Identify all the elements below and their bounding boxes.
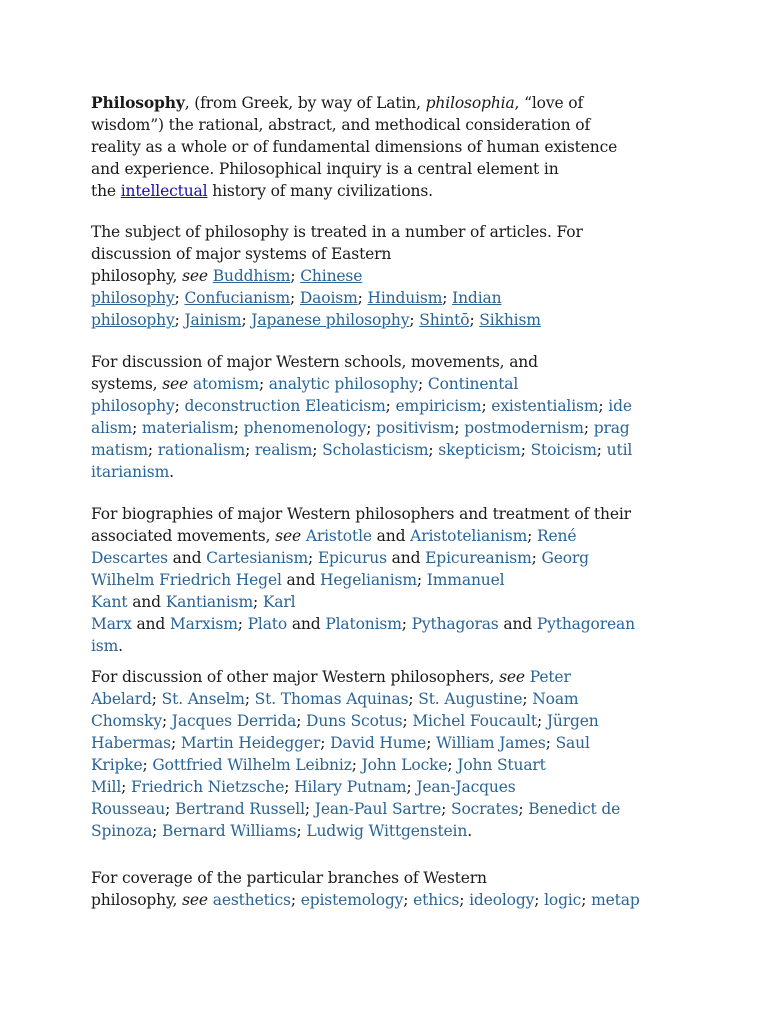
text-line (91, 461, 632, 483)
body-text: , “love of (514, 94, 584, 112)
text-line (91, 776, 620, 798)
body-text: ; (132, 419, 142, 437)
body-text: ; (253, 593, 263, 611)
body-text: ; (290, 891, 301, 909)
link-aristotelianism[interactable]: Aristotelianism (410, 527, 528, 545)
body-text: ; (531, 549, 542, 567)
link-kantianism[interactable]: Kantianism (165, 593, 254, 611)
link-indian[interactable]: Indian (452, 289, 502, 307)
italic-text: see (275, 527, 302, 545)
italic-text: see (182, 267, 208, 285)
link-materialism[interactable]: materialism (141, 419, 234, 437)
link-peter[interactable]: Peter (529, 668, 571, 686)
body-text: ; (312, 441, 323, 459)
text-line (91, 547, 635, 569)
body-text: ; (469, 311, 480, 329)
body-text: ; (151, 690, 162, 708)
body-text: and (371, 527, 411, 545)
body-text: ; (174, 311, 185, 329)
body-text: ; (527, 527, 537, 545)
link-duns-scotus[interactable]: Duns Scotus (306, 712, 403, 730)
text-line (91, 92, 617, 114)
link-abelard[interactable]: Abelard (91, 690, 152, 708)
body-text: ; (174, 289, 185, 307)
link-ren[interactable]: René (537, 527, 577, 545)
body-text: ; (522, 690, 533, 708)
text-line (91, 635, 635, 657)
link-empiricism[interactable]: empiricism (395, 397, 482, 415)
bold-term: Philosophy (91, 93, 185, 112)
body-text: ; (442, 289, 453, 307)
link-friedrich-nietzsche[interactable]: Friedrich Nietzsche (131, 778, 285, 796)
link-michel-foucault[interactable]: Michel Foucault (412, 712, 537, 730)
body-text: ; (536, 712, 547, 730)
link-descartes[interactable]: Descartes (91, 549, 168, 567)
body-text: ; (174, 397, 185, 415)
italic-text: see (499, 668, 525, 686)
body-text: ; (304, 800, 315, 818)
link-chinese[interactable]: Chinese (300, 267, 363, 285)
text-line (91, 439, 632, 461)
link-john-stuart[interactable]: John Stuart (457, 756, 546, 774)
body-text: ; (152, 822, 163, 840)
link-georg[interactable]: Georg (541, 549, 589, 567)
body-text: . (467, 822, 472, 840)
body-text: and (131, 615, 170, 633)
body-text: ; (447, 756, 458, 774)
paragraph-western-biographies (91, 503, 635, 657)
body-text: , (from Greek, by way of Latin, (184, 94, 426, 112)
body-text: history of many civilizations. (207, 182, 433, 200)
body-text: The subject of philosophy is treated in a number of articles. For (91, 223, 583, 241)
link-epicurus[interactable]: Epicurus (317, 549, 387, 567)
link-epistemology[interactable]: epistemology (300, 891, 404, 909)
link-metap[interactable]: metap (591, 891, 640, 909)
paragraph-branches (91, 867, 640, 911)
link-pythagoras[interactable]: Pythagoras (411, 615, 499, 633)
body-text: ; (598, 397, 609, 415)
body-text: and (386, 549, 426, 567)
link-kant[interactable]: Kant (91, 593, 128, 611)
body-text: ; (161, 712, 172, 730)
body-text: For discussion of other major Western philosophers, (91, 668, 500, 686)
body-text: associated movements, (91, 527, 276, 545)
link-shint[interactable]: Shintō (419, 311, 470, 329)
body-text: and (167, 549, 207, 567)
text-line (91, 417, 632, 439)
body-text: ; (170, 734, 181, 752)
text-line (91, 114, 617, 136)
text-line (91, 798, 620, 820)
link-mill[interactable]: Mill (91, 778, 122, 796)
text-line (91, 158, 617, 180)
link-hegelianism[interactable]: Hegelianism (320, 571, 417, 589)
link-ethics[interactable]: ethics (413, 891, 460, 909)
link-deconstruction-eleaticism[interactable]: deconstruction Eleaticism (184, 397, 386, 415)
body-text: ; (351, 756, 362, 774)
body-text: ; (441, 800, 451, 818)
body-text: ; (581, 891, 592, 909)
body-text: ; (454, 419, 465, 437)
italic-text: see (162, 375, 189, 393)
link-saul[interactable]: Saul (555, 734, 590, 752)
body-text: and experience. Philosophical inquiry is a central element in (91, 160, 559, 178)
link-hinduism[interactable]: Hinduism (367, 289, 443, 307)
body-text: reality as a whole or of fundamental dimensions of human existence (91, 138, 618, 156)
link-st-anselm[interactable]: St. Anselm (161, 690, 245, 708)
body-text: ; (406, 778, 417, 796)
link-analytic-philosophy[interactable]: analytic philosophy (268, 375, 419, 393)
link-bernard-williams[interactable]: Bernard Williams (162, 822, 297, 840)
body-text: ; (147, 441, 158, 459)
paragraph-eastern-systems (91, 221, 583, 331)
link-phenomenology[interactable]: phenomenology (243, 419, 367, 437)
body-text: ; (284, 778, 295, 796)
body-text: ; (402, 712, 413, 730)
italic-text: philosophia (425, 94, 515, 112)
text-line (91, 613, 635, 635)
body-text: ; (418, 375, 428, 393)
text-line (91, 867, 640, 889)
body-text: ; (233, 419, 244, 437)
link-cartesianism[interactable]: Cartesianism (206, 549, 309, 567)
link-jainism[interactable]: Jainism (184, 311, 242, 329)
link-st-augustine[interactable]: St. Augustine (418, 690, 523, 708)
body-text: ; (165, 800, 175, 818)
link-continental[interactable]: Continental (427, 375, 519, 393)
body-text: . (169, 463, 174, 481)
text-line (91, 710, 620, 732)
link-marxism[interactable]: Marxism (169, 615, 238, 633)
link-marx[interactable]: Marx (91, 615, 132, 633)
link-platonism[interactable]: Platonism (325, 615, 402, 633)
link-postmodernism[interactable]: postmodernism (464, 419, 584, 437)
body-text: philosophy, (91, 891, 183, 909)
body-text: ; (459, 891, 470, 909)
text-line (91, 221, 583, 243)
body-text: systems, (91, 375, 163, 393)
text-line (91, 820, 620, 842)
text-line (91, 287, 583, 309)
body-text: ; (308, 549, 318, 567)
link-gottfried-wilhelm-leibniz[interactable]: Gottfried Wilhelm Leibniz (152, 756, 352, 774)
link-sikhism[interactable]: Sikhism (479, 311, 541, 329)
link-japanese-philosophy[interactable]: Japanese philosophy (251, 311, 410, 329)
link-skepticism[interactable]: skepticism (438, 441, 521, 459)
paragraph-intro (91, 92, 617, 202)
text-line (91, 180, 617, 202)
link-st-thomas-aquinas[interactable]: St. Thomas Aquinas (254, 690, 409, 708)
body-text: ; (290, 289, 300, 307)
link-philosophy[interactable]: philosophy (91, 397, 175, 415)
text-line (91, 732, 620, 754)
italic-text: see (182, 891, 208, 909)
link-ludwig-wittgenstein[interactable]: Ludwig Wittgenstein (306, 822, 468, 840)
body-text: wisdom”) the rational, abstract, and methodical consideration of (91, 116, 591, 134)
body-text: and (127, 593, 166, 611)
link-plato[interactable]: Plato (247, 615, 288, 633)
link-karl[interactable]: Karl (262, 593, 296, 611)
link-rationalism[interactable]: rationalism (157, 441, 246, 459)
link-ism[interactable]: ism (91, 637, 119, 655)
body-text: ; (296, 712, 307, 730)
body-text: ; (426, 734, 437, 752)
body-text: ; (241, 311, 252, 329)
text-line (91, 243, 583, 265)
text-line (91, 373, 632, 395)
link-kripke[interactable]: Kripke (91, 756, 143, 774)
link-benedict-de[interactable]: Benedict de (528, 800, 621, 818)
body-text: ; (428, 441, 439, 459)
body-text: ; (357, 289, 368, 307)
link-ideology[interactable]: ideology (469, 891, 535, 909)
link-john-locke[interactable]: John Locke (361, 756, 448, 774)
text-line (91, 503, 635, 525)
body-text: and (281, 571, 321, 589)
link-alism[interactable]: alism (91, 419, 133, 437)
text-line (91, 666, 620, 688)
link-jean-paul-sartre[interactable]: Jean-Paul Sartre (314, 800, 442, 818)
link-wilhelm-friedrich-hegel[interactable]: Wilhelm Friedrich Hegel (91, 571, 282, 589)
body-text: ; (385, 397, 396, 415)
body-text: the (91, 182, 121, 200)
body-text: ; (121, 778, 132, 796)
link-ide[interactable]: ide (608, 397, 632, 415)
link-philosophy[interactable]: philosophy (91, 289, 175, 307)
body-text: philosophy, (91, 267, 183, 285)
body-text: For discussion of major Western schools, movements, and (91, 353, 538, 371)
body-text: For biographies of major Western philosophers and treatment of their (91, 505, 631, 523)
body-text: ; (320, 734, 331, 752)
link-util[interactable]: util (606, 441, 633, 459)
link-j-rgen[interactable]: Jürgen (546, 712, 599, 730)
link-jacques-derrida[interactable]: Jacques Derrida (171, 712, 297, 730)
body-text: ; (518, 800, 529, 818)
body-text: ; (416, 571, 427, 589)
link-stoicism[interactable]: Stoicism (530, 441, 597, 459)
body-text: ; (142, 756, 153, 774)
link-epicureanism[interactable]: Epicureanism (425, 549, 532, 567)
body-text: ; (244, 690, 255, 708)
link-buddhism[interactable]: Buddhism (212, 267, 291, 285)
link-socrates[interactable]: Socrates (450, 800, 519, 818)
body-text: and (287, 615, 326, 633)
link-william-james[interactable]: William James (436, 734, 546, 752)
link-chomsky[interactable]: Chomsky (91, 712, 162, 730)
text-line (91, 889, 640, 911)
body-text: ; (296, 822, 307, 840)
link-confucianism[interactable]: Confucianism (184, 289, 291, 307)
body-text: ; (520, 441, 531, 459)
body-text: ; (401, 615, 412, 633)
text-line (91, 754, 620, 776)
text-line (91, 351, 632, 373)
link-aristotle[interactable]: Aristotle (305, 527, 372, 545)
body-text: ; (583, 419, 594, 437)
paragraph-other-philosophers (91, 666, 620, 842)
link-realism[interactable]: realism (254, 441, 313, 459)
body-text: ; (545, 734, 556, 752)
paragraph-western-schools (91, 351, 632, 483)
text-line (91, 591, 635, 613)
body-text: and (498, 615, 537, 633)
link-hilary-putnam[interactable]: Hilary Putnam (294, 778, 407, 796)
link-logic[interactable]: logic (544, 891, 582, 909)
link-matism[interactable]: matism (91, 441, 148, 459)
link-noam[interactable]: Noam (532, 690, 579, 708)
text-line (91, 395, 632, 417)
link-atomism[interactable]: atomism (192, 375, 259, 393)
body-text: ; (534, 891, 545, 909)
link-habermas[interactable]: Habermas (91, 734, 171, 752)
link-daoism[interactable]: Daoism (299, 289, 358, 307)
body-text: . (118, 637, 123, 655)
link-itarianism[interactable]: itarianism (91, 463, 170, 481)
body-text: ; (403, 891, 414, 909)
body-text: ; (596, 441, 607, 459)
body-text: ; (237, 615, 248, 633)
link-david-hume[interactable]: David Hume (330, 734, 427, 752)
link-existentialism[interactable]: existentialism (491, 397, 599, 415)
body-text: ; (245, 441, 255, 459)
link-intellectual[interactable]: intellectual (120, 182, 208, 200)
text-line (91, 136, 617, 158)
link-philosophy[interactable]: philosophy (91, 311, 175, 329)
text-line (91, 525, 635, 547)
body-text: ; (481, 397, 492, 415)
text-line (91, 265, 583, 287)
body-text: ; (408, 690, 419, 708)
link-martin-heidegger[interactable]: Martin Heidegger (180, 734, 321, 752)
link-pythagorean[interactable]: Pythagorean (536, 615, 635, 633)
link-immanuel[interactable]: Immanuel (426, 571, 505, 589)
link-aesthetics[interactable]: aesthetics (212, 891, 291, 909)
body-text: For coverage of the particular branches of Western (91, 869, 487, 887)
text-line (91, 309, 583, 331)
body-text: ; (258, 375, 269, 393)
text-line (91, 569, 635, 591)
body-text: discussion of major systems of Eastern (91, 245, 392, 263)
body-text: ; (290, 267, 301, 285)
body-text: ; (366, 419, 377, 437)
link-positivism[interactable]: positivism (376, 419, 455, 437)
link-scholasticism[interactable]: Scholasticism (322, 441, 429, 459)
link-jean-jacques[interactable]: Jean-Jacques (416, 778, 516, 796)
link-prag[interactable]: prag (593, 419, 630, 437)
text-line (91, 688, 620, 710)
link-bertrand-russell[interactable]: Bertrand Russell (174, 800, 305, 818)
body-text: ; (409, 311, 420, 329)
link-rousseau[interactable]: Rousseau (91, 800, 166, 818)
link-spinoza[interactable]: Spinoza (91, 822, 153, 840)
